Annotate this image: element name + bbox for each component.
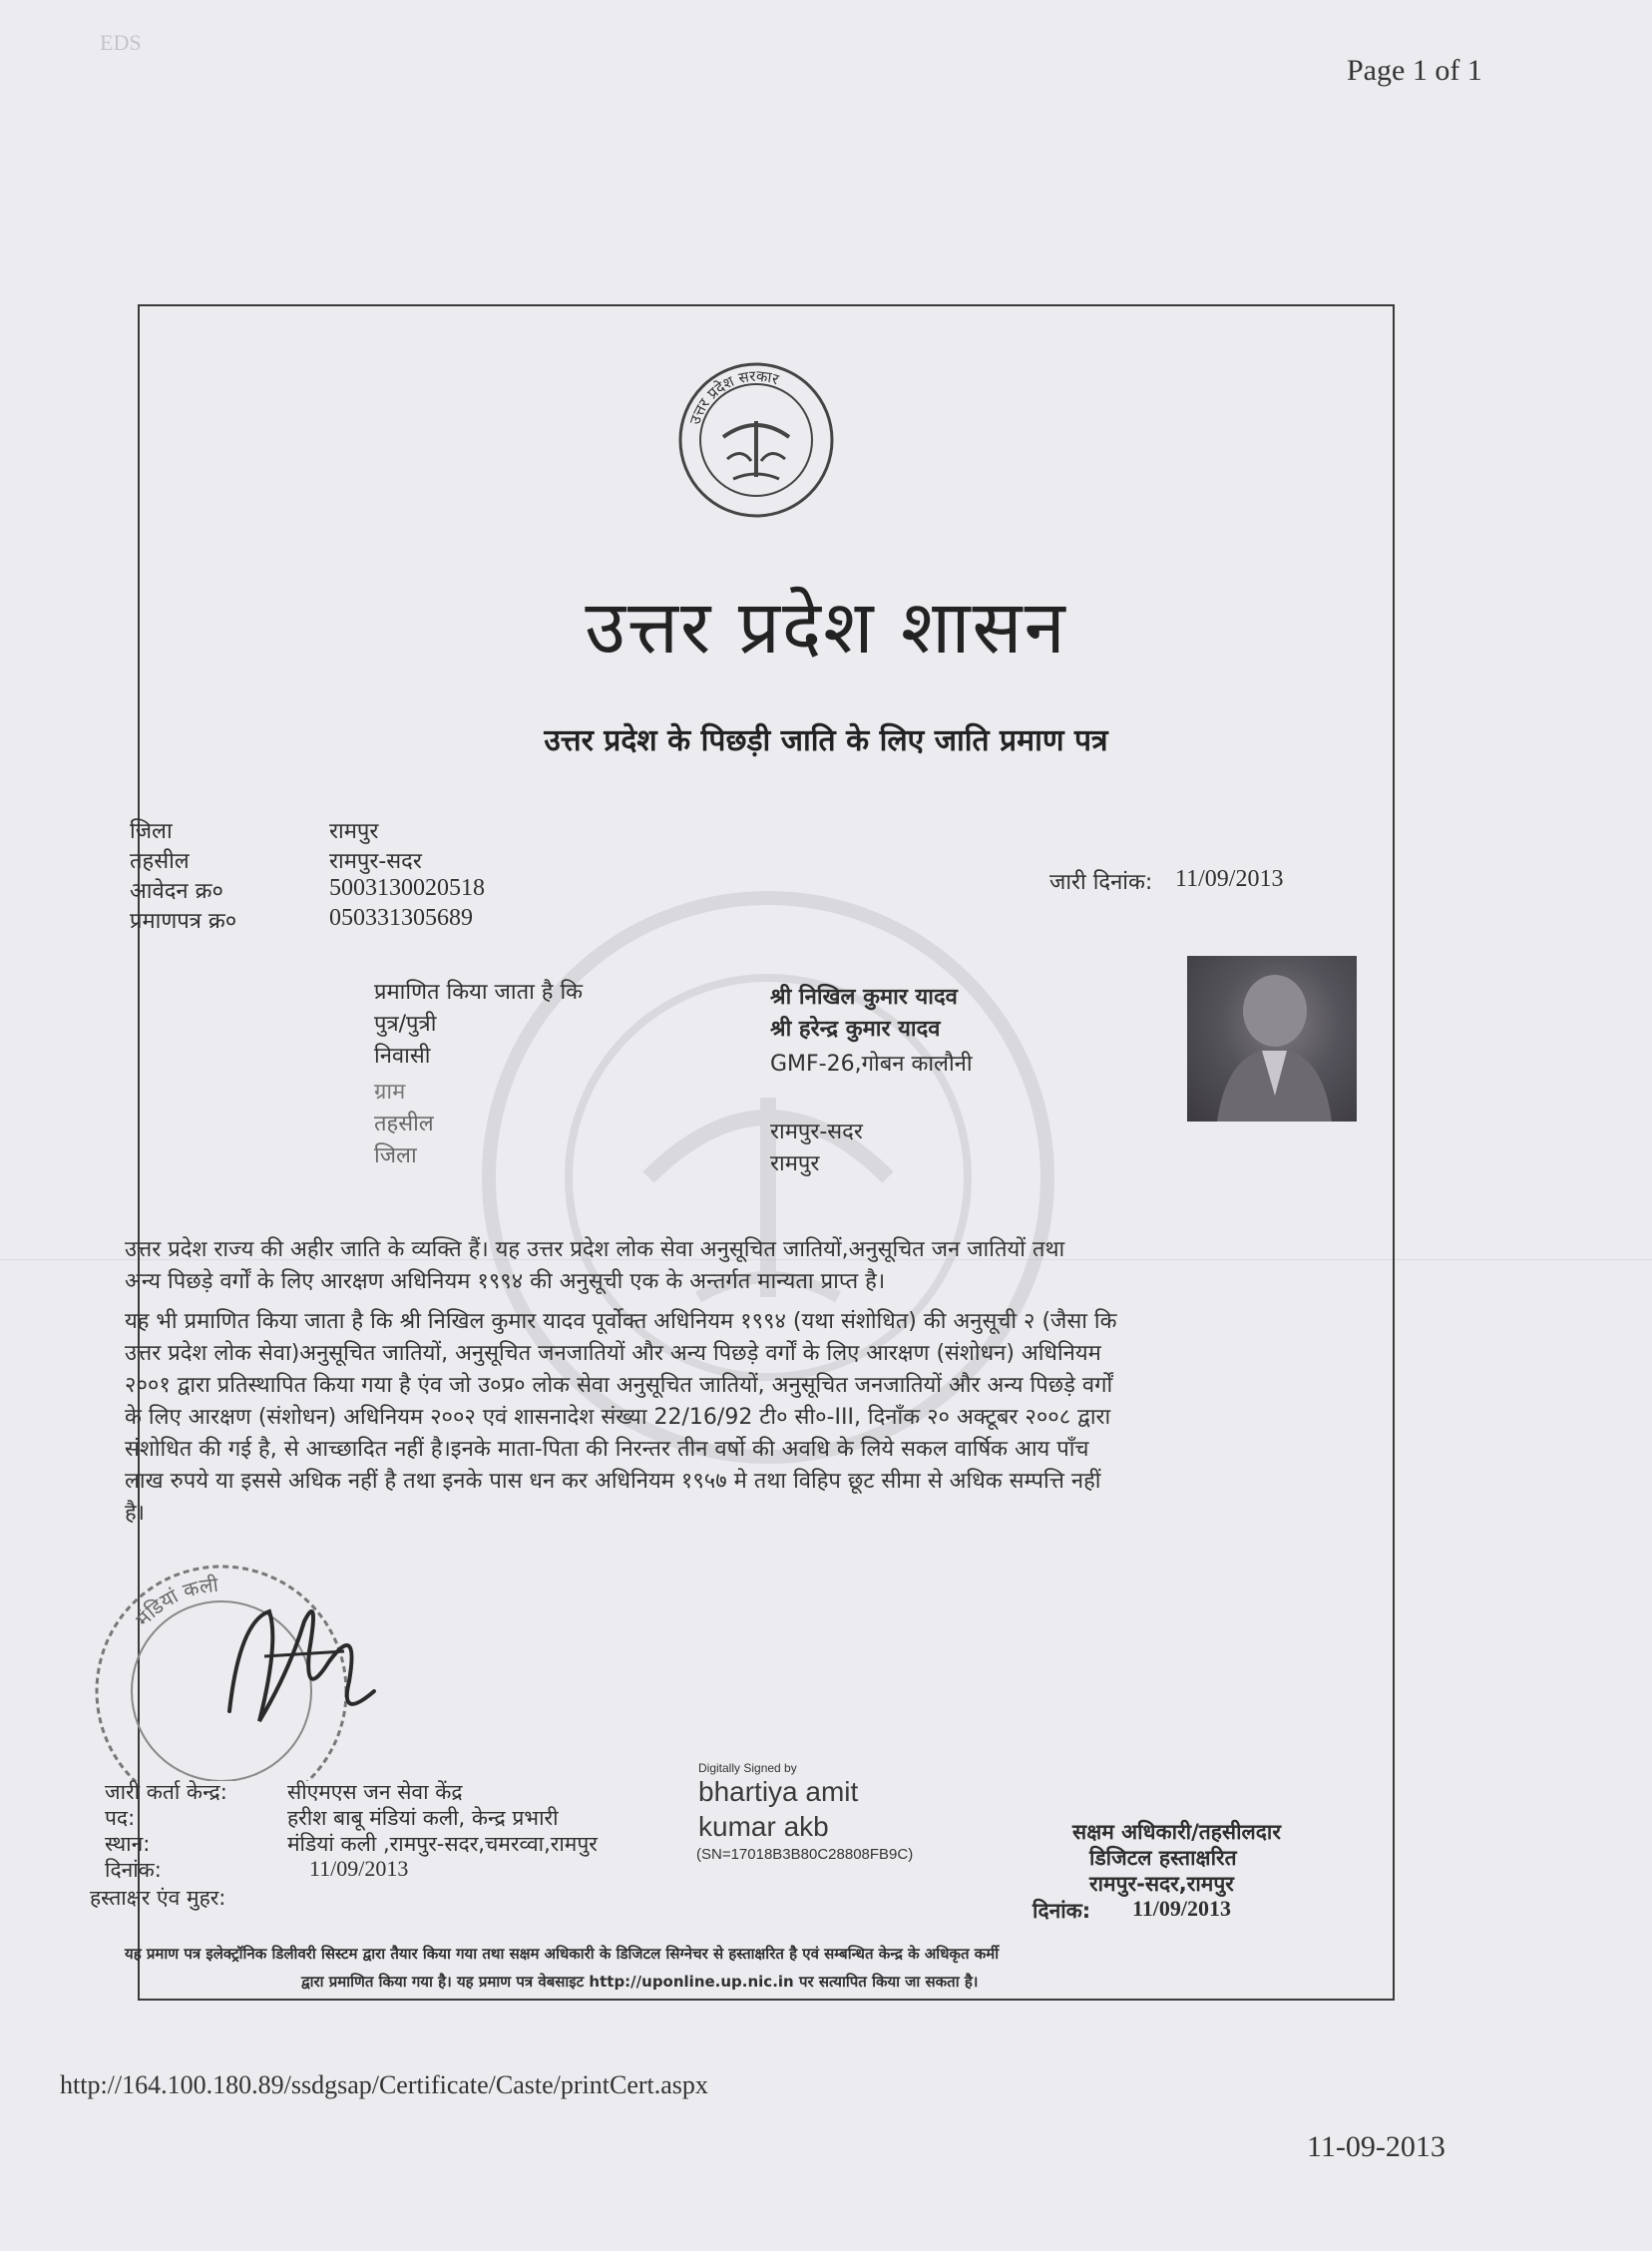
certified-label: प्रमाणित किया जाता है कि bbox=[374, 980, 584, 1005]
tehsil-label: तहसील bbox=[130, 849, 190, 874]
page-corner-mark: EDS bbox=[100, 30, 142, 55]
page-title: उत्तर प्रदेश शासन bbox=[585, 585, 1067, 671]
applicant-name: श्री निखिल कुमार यादव bbox=[770, 985, 958, 1010]
residence-value: GMF-26,गोबन कालौनी bbox=[770, 1052, 973, 1077]
issue-date-label: जारी दिनांक: bbox=[1049, 870, 1153, 895]
body-line-2: अन्य पिछड़े वर्गों के लिए आरक्षण अधिनियम १९९४ की अनुसूची एक के अन्तर्गत मान्यता प्राप्त है। bbox=[125, 1269, 886, 1294]
body-line-8: लाख रुपये या इससे अधिक नहीं है तथा इनके पास धन कर अधिनियम १९५७ मे तथा विहिप छूट सीमा से अधिक सम्पत्ति नहीं bbox=[125, 1469, 1101, 1494]
certificate-subtitle: उत्तर प्रदेश के पिछड़ी जाति के लिए जाति प्रमाण पत्र bbox=[544, 723, 1108, 758]
parent-name: श्री हरेन्द्र कुमार यादव bbox=[770, 1017, 941, 1042]
emblem-ring-text: उत्तर प्रदेश सरकार bbox=[685, 366, 781, 427]
tehsil-value: रामपुर-सदर bbox=[329, 849, 422, 874]
handwritten-signature-icon bbox=[209, 1581, 389, 1741]
issuing-center-label: जारी कर्ता केन्द्र: bbox=[105, 1780, 227, 1804]
body-line-9: है। bbox=[125, 1501, 146, 1526]
applicant-district-label: जिला bbox=[374, 1143, 417, 1168]
digital-signature-serial: (SN=17018B3B80C28808FB9C) bbox=[696, 1846, 914, 1863]
issue-date-value: 11/09/2013 bbox=[1175, 866, 1284, 892]
place-value: मंडियां कली ,रामपुर-सदर,चमरव्वा,रामपुर bbox=[287, 1832, 598, 1856]
page-number: Page 1 of 1 bbox=[1347, 54, 1482, 87]
place-label: स्थान: bbox=[105, 1832, 151, 1856]
post-label: पद: bbox=[105, 1806, 136, 1830]
authority-subtitle: डिजिटल हस्ताक्षरित bbox=[1089, 1846, 1237, 1870]
print-url: http://164.100.180.89/ssdgsap/Certificate/Caste/printCert.aspx bbox=[60, 2070, 708, 2099]
applicant-district-value: रामपुर bbox=[770, 1151, 820, 1176]
district-label: जिला bbox=[130, 819, 173, 844]
certificate-no-label: प्रमाणपत्र क्र० bbox=[130, 909, 237, 934]
up-government-emblem-icon bbox=[675, 359, 837, 521]
body-line-3: यह भी प्रमाणित किया जाता है कि श्री निखिल कुमार यादव पूर्वोक्त अधिनियम १९९४ (यथा संशोधित) की अनुसूची २ (जैसा कि bbox=[125, 1309, 1117, 1334]
body-line-4: उत्तर प्रदेश लोक सेवा)अनुसूचित जातियों, अनुसूचित जनजातियों और अन्य पिछड़े वर्गों के लिए आरक्षण (संशोधन) अधिनियम bbox=[125, 1341, 1101, 1366]
applicant-tehsil-label: तहसील bbox=[374, 1112, 434, 1136]
district-value: रामपुर bbox=[329, 819, 379, 844]
body-line-5: २००१ द्वारा प्रतिस्थापित किया गया है एंव जो उ०प्र० लोक सेवा अनुसूचित जातियों, अनुसूचित जनजातियों और अन्य पिछड़े वर्गों bbox=[125, 1373, 1113, 1398]
application-no-value: 5003130020518 bbox=[329, 875, 485, 901]
body-line-6: के लिए आरक्षण (संशोधन) अधिनियम २००२ एवं शासनादेश संख्या 22/16/92 टी० सी०-III, दिनाँक २० अक्टूबर २००८ द्वारा bbox=[125, 1405, 1111, 1430]
print-date: 11-09-2013 bbox=[1307, 2130, 1446, 2163]
footer-note-line2: द्वारा प्रमाणित किया गया है। यह प्रमाण पत्र वेबसाइट http://uponline.up.nic.in पर सत्यापित किया जा सकता है। bbox=[301, 1973, 979, 1991]
stamp-text: मंडियां कली bbox=[130, 1572, 219, 1631]
authority-place: रामपुर-सदर,रामपुर bbox=[1089, 1872, 1234, 1896]
issuing-center-value: सीएमएस जन सेवा केंद्र bbox=[287, 1780, 463, 1804]
digital-signer-name-line1: bhartiya amit bbox=[698, 1776, 859, 1807]
center-date-value: 11/09/2013 bbox=[309, 1856, 409, 1881]
digitally-signed-label: Digitally Signed by bbox=[698, 1761, 797, 1775]
digital-signer-name-line2: kumar akb bbox=[698, 1811, 829, 1842]
village-label: ग्राम bbox=[374, 1080, 406, 1105]
body-line-1: उत्तर प्रदेश राज्य की अहीर जाति के व्यक्ति हैं। यह उत्तर प्रदेश लोक सेवा अनुसूचित जातियों,अनुसूचित जन जातियों तथा bbox=[125, 1237, 1065, 1262]
footer-note-line1: यह प्रमाण पत्र इलेक्ट्रॉनिक डिलीवरी सिस्टम द्वारा तैयार किया गया तथा सक्षम अधिकारी के डिजिटल सिग्नेचर से हस्ताक्षरित है एवं सम्बन्धित केन्द्र के अधिकृत कर्मी bbox=[125, 1945, 1000, 1963]
applicant-photo bbox=[1187, 956, 1357, 1122]
applicant-tehsil-value: रामपुर-सदर bbox=[770, 1120, 863, 1144]
authority-date-label: दिनांक: bbox=[1032, 1899, 1091, 1923]
person-photo-icon bbox=[1187, 956, 1357, 1122]
body-line-7: संशोधित की गई है, से आच्छादित नहीं है।इनके माता-पिता की निरन्तर तीन वर्षो की अवधि के लिये सकल वार्षिक आय पाँच bbox=[125, 1437, 1089, 1462]
residence-label: निवासी bbox=[374, 1044, 431, 1069]
post-value: हरीश बाबू मंडियां कली, केन्द्र प्रभारी bbox=[287, 1806, 559, 1830]
center-date-label: दिनांक: bbox=[105, 1858, 162, 1882]
sign-seal-label: हस्ताक्षर एंव मुहर: bbox=[90, 1886, 226, 1910]
certificate-no-value: 050331305689 bbox=[329, 905, 473, 931]
authority-date-value: 11/09/2013 bbox=[1132, 1896, 1232, 1921]
authority-title: सक्षम अधिकारी/तहसीलदार bbox=[1072, 1820, 1281, 1844]
application-no-label: आवेदन क्र० bbox=[130, 879, 223, 904]
parent-label: पुत्र/पुत्री bbox=[374, 1012, 437, 1037]
